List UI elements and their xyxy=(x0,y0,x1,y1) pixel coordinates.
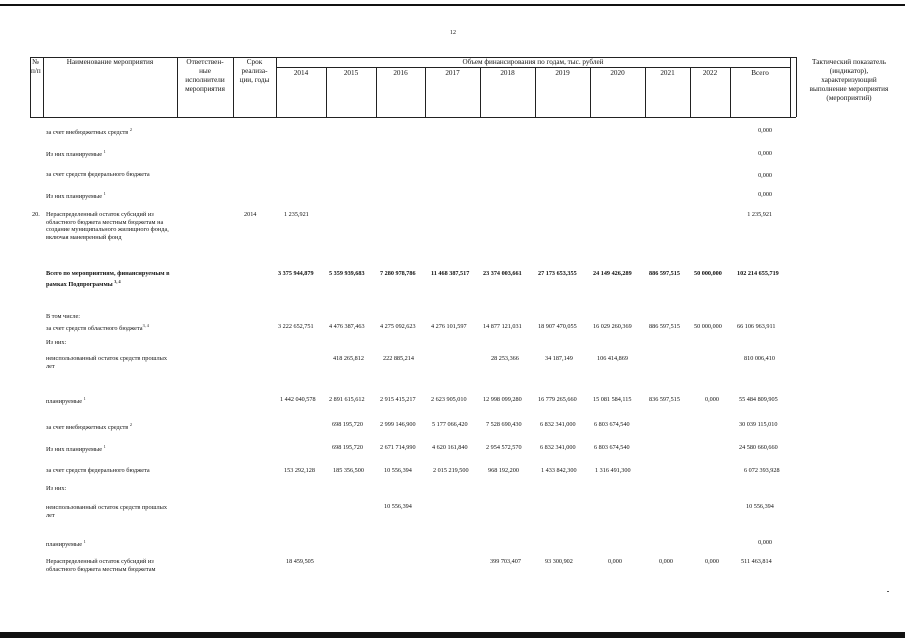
offbudget-2017: 5 177 066,420 xyxy=(432,421,468,428)
planned-offbudget-2018: 2 954 572,570 xyxy=(486,444,522,451)
offbudget-total: 30 039 115,010 xyxy=(739,421,778,428)
row-item-number: 20. xyxy=(32,211,40,218)
grand-total-2021: 886 597,515 xyxy=(649,270,680,277)
row-label-unused-balance: неиспользованный остаток средств прошлых лет xyxy=(46,355,167,370)
regional-2015: 4 476 387,463 xyxy=(329,323,365,330)
grand-total-2019: 27 173 653,355 xyxy=(538,270,577,277)
planned-federal-total: 0,000 xyxy=(758,539,772,546)
header-year-2018: 2018 xyxy=(500,69,515,77)
header-term-1: Срок xyxy=(246,58,263,66)
regional-2014: 3 222 652,751 xyxy=(278,323,314,330)
regional-2019: 18 907 470,055 xyxy=(538,323,577,330)
grand-total-2016: 7 280 978,786 xyxy=(380,270,416,277)
header-term-3: ции, годы xyxy=(239,76,270,84)
federal-2016: 10 556,394 xyxy=(384,467,412,474)
row-total-planned: 0,000 xyxy=(758,150,772,157)
planned-offbudget-2019: 6 832 341,000 xyxy=(540,444,576,451)
grand-total-2015: 5 359 939,683 xyxy=(329,270,365,277)
header-name: Наименование мероприятия xyxy=(66,58,154,66)
offbudget-2018: 7 528 690,430 xyxy=(486,421,522,428)
federal-2019: 1 433 842,300 xyxy=(541,467,577,474)
regional-2021: 886 597,515 xyxy=(649,323,680,330)
planned-2017: 2 623 905,010 xyxy=(431,396,467,403)
header-year-2021: 2021 xyxy=(660,69,675,77)
header-year-2020: 2020 xyxy=(610,69,625,77)
regional-2016: 4 275 092,623 xyxy=(380,323,416,330)
offbudget-2020: 6 803 674,540 xyxy=(594,421,630,428)
planned-2015: 2 891 615,612 xyxy=(329,396,365,403)
row-label-unallocated: Нераспределенный остаток субсидий из областного бюджета местным бюджетам на создание муниципального жилищного фонда, включая маневренный фонд xyxy=(46,211,169,241)
grand-total-all: 102 214 655,719 xyxy=(737,270,779,277)
planned-2014: 1 442 040,578 xyxy=(280,396,316,403)
offbudget-2019: 6 832 341,000 xyxy=(540,421,576,428)
unused-federal-2016: 10 556,394 xyxy=(384,503,412,510)
row-total-planned-federal: 0,000 xyxy=(758,191,772,198)
grand-total-2014: 3 375 944,879 xyxy=(278,270,314,277)
planned-offbudget-2015: 698 195,720 xyxy=(332,444,363,451)
row-total-federal: 0,000 xyxy=(758,172,772,179)
scan-speck xyxy=(887,591,889,592)
header-responsible-3: исполнители xyxy=(185,76,225,84)
header-year-2016: 2016 xyxy=(393,69,408,77)
row-label-federal-2: за счет средств федерального бюджета xyxy=(46,467,150,474)
header-indicator-3: характеризующий xyxy=(821,76,877,84)
header-pp: п/п xyxy=(31,67,41,75)
row-label-offbudget: за счет внебюджетных средств $^2$ xyxy=(46,127,132,136)
federal-total: 6 072 393,928 xyxy=(744,467,780,474)
planned-offbudget-2017: 4 620 161,840 xyxy=(432,444,468,451)
header-responsible-1: Ответствен- xyxy=(186,58,224,66)
row-label-of-them: Из них: xyxy=(46,339,67,346)
unused-2019: 34 187,149 xyxy=(545,355,573,362)
planned-total: 55 484 809,905 xyxy=(739,396,778,403)
header-responsible-4: мероприятия xyxy=(185,85,225,93)
header-year-2017: 2017 xyxy=(445,69,460,77)
unallocated-total: 511 463,814 xyxy=(741,558,772,565)
unallocated-2015: 18 459,505 xyxy=(286,558,314,565)
header-year-2015: 2015 xyxy=(343,69,359,77)
unallocated-2020: 0,000 xyxy=(608,558,622,565)
row-label-unused-balance-2: неиспользованный остаток средств прошлых лет xyxy=(46,504,167,519)
planned-2018: 12 998 099,280 xyxy=(483,396,522,403)
planned-2016: 2 915 415,217 xyxy=(380,396,416,403)
federal-2015: 185 356,500 xyxy=(333,467,364,474)
row-total-unallocated: 1 235,921 xyxy=(747,211,772,218)
grand-total-2018: 23 374 003,661 xyxy=(483,270,522,277)
unused-2020: 106 414,869 xyxy=(597,355,628,362)
row-label-unallocated-2: Нераспределенный остаток субсидий из областного бюджета местным бюджетам xyxy=(46,558,156,573)
row-label-including: В том числе: xyxy=(46,313,81,320)
planned-offbudget-2020: 6 803 674,540 xyxy=(594,444,630,451)
header-indicator-4: выполнение мероприятия xyxy=(809,85,889,93)
scan-bottom-border xyxy=(0,632,905,638)
row-label-regional: за счет средств областного бюджета$^{3, 4}$ xyxy=(46,323,149,332)
regional-2017: 4 276 101,597 xyxy=(431,323,467,330)
unused-total: 810 006,410 xyxy=(744,355,775,362)
col-rule xyxy=(30,57,31,117)
header-total: Всего xyxy=(751,69,769,77)
planned-2022: 0,000 xyxy=(705,396,719,403)
unallocated-2021: 0,000 xyxy=(659,558,673,565)
row-label-planned: Из них планируемые $^1$ xyxy=(46,149,106,158)
unused-2017: 222 885,214 xyxy=(383,355,414,362)
row-label-of-them-2: Из них: xyxy=(46,485,67,492)
planned-2020: 15 081 584,115 xyxy=(593,396,632,403)
row-2014-unallocated: 1 235,921 xyxy=(284,211,309,218)
unallocated-2022: 0,000 xyxy=(705,558,719,565)
offbudget-2015: 698 195,720 xyxy=(332,421,363,428)
header-responsible-2: ные xyxy=(199,67,211,75)
col-rule xyxy=(790,57,791,117)
header-year-2019: 2019 xyxy=(555,69,570,77)
funding-subheader-rule xyxy=(276,67,790,68)
table-header xyxy=(0,0,905,118)
grand-total-2017: 11 468 387,517 xyxy=(431,270,470,277)
regional-total: 66 106 963,911 xyxy=(737,323,776,330)
row-label-grand-total: Всего по мероприятиям, финансируемым в рамках Подпрограммы $^{3, 4}$ xyxy=(46,270,170,288)
federal-2014: 153 292,128 xyxy=(284,467,315,474)
header-term-2: реализа- xyxy=(241,67,268,75)
unallocated-2019: 93 300,902 xyxy=(545,558,573,565)
header-funding: Объем финансирования по годам, тыс. рублей xyxy=(462,58,604,66)
unused-2016: 418 265,812 xyxy=(333,355,364,362)
row-label-offbudget-2: за счет внебюджетных средств $^2$ xyxy=(46,422,132,431)
header-year-2022: 2022 xyxy=(702,69,718,77)
grand-total-2020: 24 149 426,289 xyxy=(593,270,632,277)
offbudget-2016: 2 999 146,900 xyxy=(380,421,416,428)
row-term-unallocated: 2014 xyxy=(244,211,257,218)
federal-2018: 968 192,200 xyxy=(488,467,519,474)
header-no: № xyxy=(32,58,39,66)
row-total-offbudget: 0,000 xyxy=(758,127,772,134)
grand-total-2022: 50 000,000 xyxy=(694,270,722,277)
row-label-planned-federal: Из них планируемые $^1$ xyxy=(46,191,106,200)
header-year-2014: 2014 xyxy=(293,69,309,77)
federal-2017: 2 015 219,500 xyxy=(433,467,469,474)
row-label-planned-regional: планируемые $^1$ xyxy=(46,396,86,405)
header-indicator-1: Тактический показатель xyxy=(812,58,886,66)
unused-federal-total: 10 556,394 xyxy=(746,503,774,510)
row-label-planned-offbudget: Из них планируемые $^1$ xyxy=(46,444,106,453)
unused-2018: 28 253,366 xyxy=(491,355,519,362)
planned-2019: 16 779 265,660 xyxy=(538,396,577,403)
regional-2018: 14 877 121,031 xyxy=(483,323,522,330)
page-number: 12 xyxy=(450,30,456,36)
federal-2020: 1 316 491,300 xyxy=(595,467,631,474)
planned-offbudget-2016: 2 671 714,990 xyxy=(380,444,416,451)
header-bottom-rule xyxy=(30,117,796,118)
planned-2021: 836 597,515 xyxy=(649,396,680,403)
planned-offbudget-total: 24 580 660,660 xyxy=(739,444,778,451)
header-indicator-5: (мероприятий) xyxy=(826,94,872,102)
unallocated-2018: 399 703,407 xyxy=(490,558,521,565)
regional-2022: 50 000,000 xyxy=(694,323,722,330)
header-indicator-2: (индикатор), xyxy=(829,67,869,75)
row-label-planned-federal-2: планируемые $^1$ xyxy=(46,539,86,548)
regional-2020: 16 029 260,369 xyxy=(593,323,632,330)
row-label-federal: за счет средств федерального бюджета xyxy=(46,171,150,178)
